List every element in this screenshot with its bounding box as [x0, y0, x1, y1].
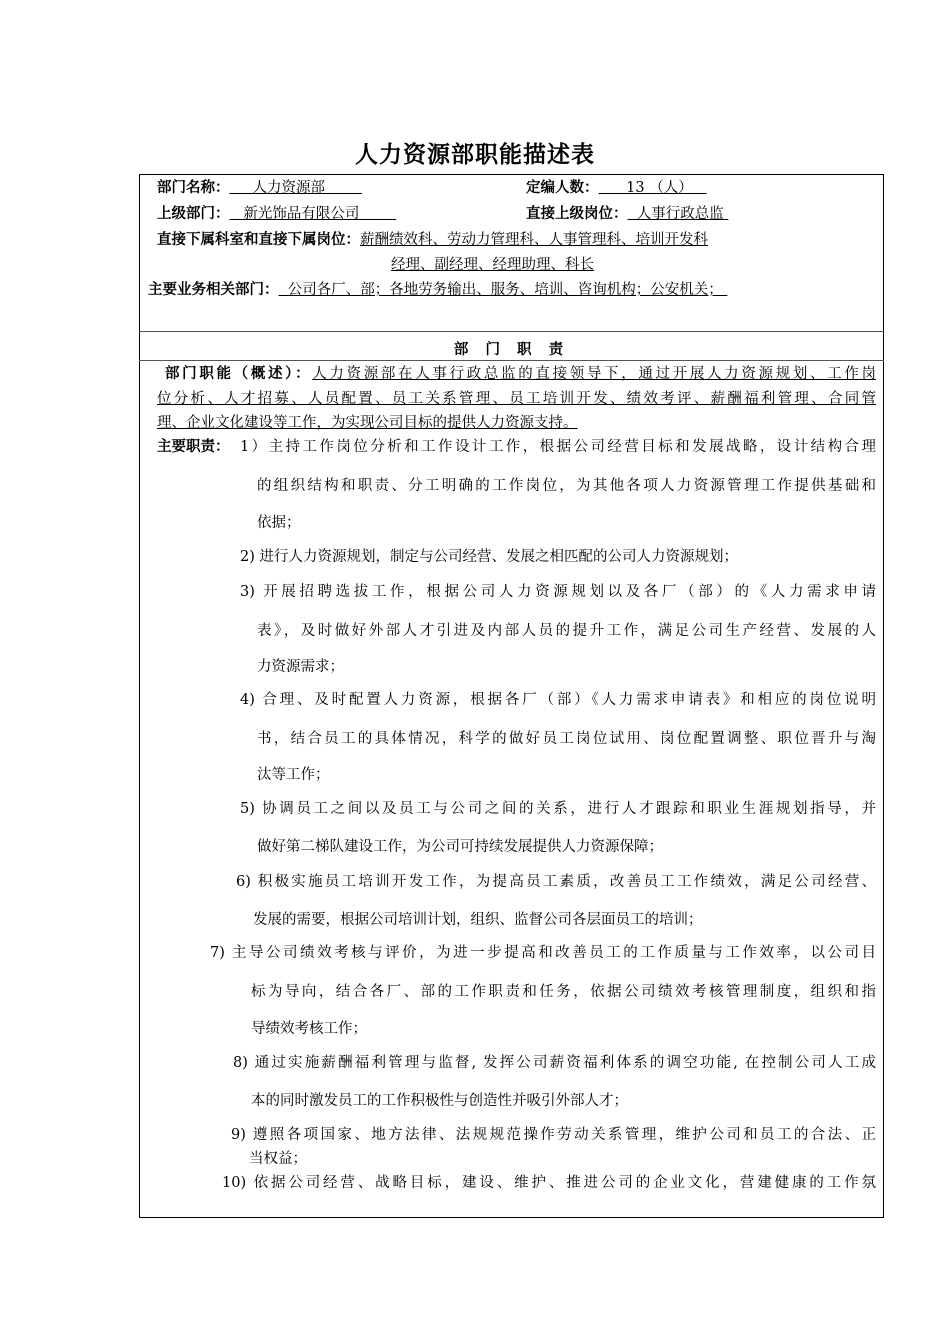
headcount-label: 定编人数： [526, 180, 599, 196]
subordinate-value-2: 经理、副经理、经理助理、科长 [391, 257, 594, 273]
duty-5-line-2: 做好第二梯队建设工作，为公司可持续发展提供人力资源保障； [257, 839, 663, 855]
subordinate-label: 直接下属科室和直接下属岗位： [157, 232, 360, 248]
related-dept-label: 主要业务相关部门： [148, 282, 279, 298]
headcount-row [526, 178, 707, 198]
dept-name-row [157, 178, 362, 198]
duty-3-line-2: 表》，及时做好外部人才引进及内部人员的提升工作，满足公司生产经营、发展的人 [257, 623, 876, 639]
duty-6-line-1: 6) 积极实施员工培训开发工作，为提高员工素质，改善员工工作绩效，满足公司经营、 [236, 874, 876, 890]
headcount-value: 13 （人） [598, 180, 707, 196]
divider-top [139, 331, 884, 332]
dept-name-label: 部门名称： [157, 180, 230, 196]
parent-dept-value: 新光饰品有限公司 [229, 206, 397, 222]
duty-1-line-1: 1）主持工作岗位分析和工作设计工作，根据公司经营目标和发展战略，设计结构合理 [240, 439, 876, 455]
overview-line-3: 理、企业文化建设等工作，为实现公司目标的提供人力资源支持。 [157, 415, 578, 431]
direct-superior-row [526, 204, 728, 224]
duty-8-line-1: 8) 通过实施薪酬福利管理与监督, 发挥公司薪资福利体系的调空功能, 在控制公司人工成 [233, 1055, 876, 1071]
duty-5-line-1: 5) 协调员工之间以及员工与公司之间的关系，进行人才跟踪和职业生涯规划指导，并 [240, 801, 876, 817]
page-title: 人力资源部职能描述表 [355, 142, 595, 168]
overview-label: 部门职能（概述）： [165, 366, 313, 382]
subordinate-value-1: 薪酬绩效科、劳动力管理科、人事管理科、培训开发科 [360, 232, 708, 248]
direct-superior-value: 人事行政总监 [627, 206, 729, 222]
duties-label: 主要职责： [157, 439, 230, 455]
overview-line-2: 位分析、人才招募、人员配置、员工关系管理、员工培训开发、绩效考评、薪酬福利管理、合同管 [157, 391, 876, 407]
duty-4-line-3: 汰等工作； [257, 767, 330, 783]
section-title: 部 门 职 责 [453, 342, 570, 358]
duty-3-line-3: 力资源需求； [257, 659, 344, 675]
duty-1-line-2: 的组织结构和职责、分工明确的工作岗位，为其他各项人力资源管理工作提供基础和 [257, 478, 876, 494]
overview-line-1 [165, 364, 876, 384]
subordinate-row [157, 230, 708, 250]
duty-1-line-3: 依据； [257, 515, 301, 531]
parent-dept-row [157, 204, 396, 224]
duty-4-line-2: 书，结合员工的具体情况，科学的做好员工岗位试用、岗位配置调整、职位晋升与淘 [257, 731, 876, 747]
related-dept-row [148, 280, 727, 300]
subordinate-row-2 [391, 255, 594, 275]
duty-6-line-2: 发展的需要，根据公司培训计划，组织、监督公司各层面员工的培训； [253, 912, 703, 928]
duty-7-line-2: 标为导向，结合各厂、部的工作职责和任务，依据公司绩效考核管理制度，组织和指 [251, 984, 876, 1000]
related-dept-value: 公司各厂、部；各地劳务输出、服务、培训、咨询机构；公安机关； [278, 282, 728, 298]
duty-9-line-2: 当权益； [249, 1151, 307, 1167]
parent-dept-label: 上级部门： [157, 206, 230, 222]
duty-8-line-2: 本的同时激发员工的工作积极性与创造性并吸引外部人才； [251, 1093, 628, 1109]
direct-superior-label: 直接上级岗位： [526, 206, 628, 222]
duty-3-line-1: 3) 开展招聘选拔工作，根据公司人力资源规划以及各厂（部）的《人力需求申请 [240, 584, 876, 600]
duty-7-line-1: 7) 主导公司绩效考核与评价，为进一步提高和改善员工的工作质量与工作效率，以公司目 [210, 945, 876, 961]
duty-7-line-3: 导绩效考核工作； [251, 1021, 367, 1037]
divider-section [139, 360, 884, 361]
overview-text-1: 人力资源部在人事行政总监的直接领导下，通过开展人力资源规划、工作岗 [312, 366, 876, 382]
duty-10-line-1: 10) 依据公司经营、战略目标，建设、维护、推进公司的企业文化，营建健康的工作氛 [222, 1175, 876, 1191]
dept-name-value: 人力资源部 [229, 180, 362, 196]
duty-2-line-1: 2) 进行人力资源规划，制定与公司经营、发展之相匹配的公司人力资源规划； [240, 549, 738, 565]
duty-9-line-1: 9) 遵照各项国家、地方法律、法规规范操作劳动关系管理，维护公司和员工的合法、正 [231, 1127, 876, 1143]
duty-4-line-1: 4) 合理、及时配置人力资源，根据各厂（部）《人力需求申请表》和相应的岗位说明 [240, 692, 876, 708]
